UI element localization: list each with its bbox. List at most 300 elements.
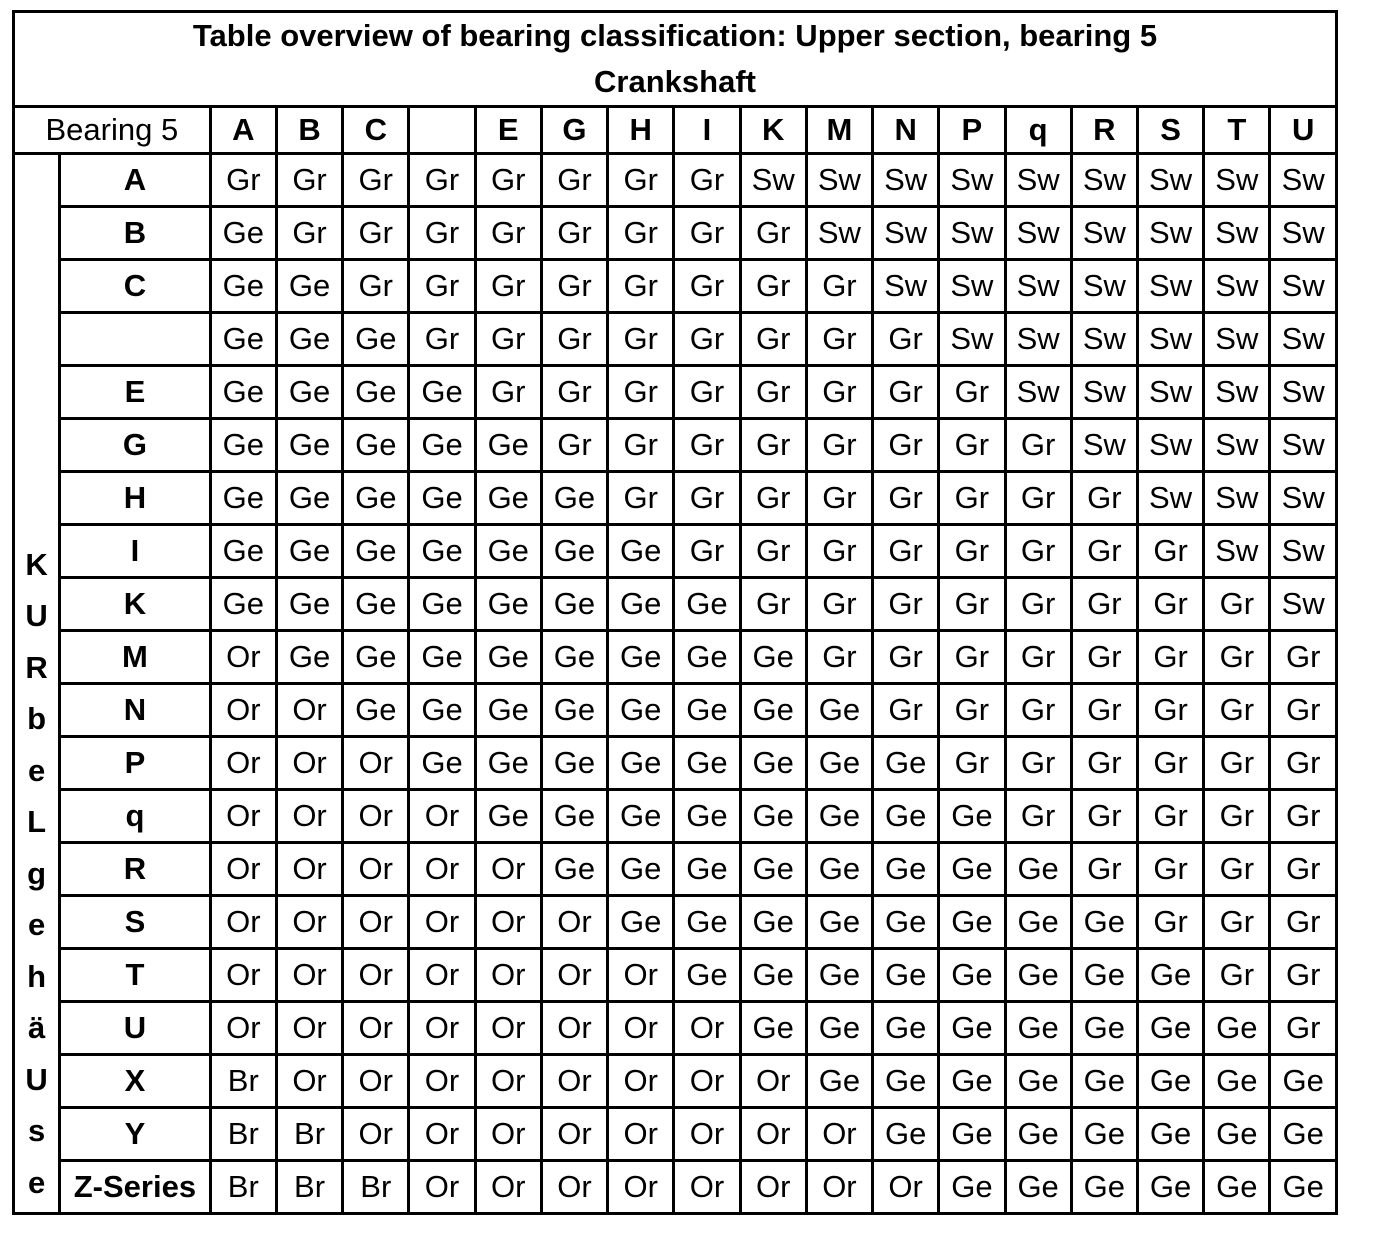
table-cell: Sw bbox=[1005, 260, 1071, 313]
table-cell: Gr bbox=[1005, 631, 1071, 684]
table-cell: Gr bbox=[1204, 737, 1270, 790]
table-cell: Sw bbox=[806, 154, 872, 207]
table-cell: Br bbox=[210, 1161, 276, 1214]
table-cell: Gr bbox=[1071, 631, 1137, 684]
table-cell: Ge bbox=[873, 949, 939, 1002]
table-cell: Sw bbox=[939, 313, 1005, 366]
table-cell: Ge bbox=[1005, 896, 1071, 949]
table-cell: Gr bbox=[1071, 684, 1137, 737]
table-row bbox=[14, 1002, 1337, 1055]
table-cell: Gr bbox=[806, 525, 872, 578]
table-cell: Or bbox=[210, 737, 276, 790]
table-cell: Gr bbox=[674, 207, 740, 260]
side-label-letter: e bbox=[27, 752, 46, 788]
table-cell: Ge bbox=[939, 843, 1005, 896]
table-cell: Ge bbox=[475, 631, 541, 684]
table-cell: Ge bbox=[873, 1055, 939, 1108]
table-cell: Gr bbox=[740, 525, 806, 578]
column-header: H bbox=[608, 107, 674, 154]
table-cell: Sw bbox=[1137, 207, 1203, 260]
table-cell: Gr bbox=[939, 684, 1005, 737]
table-cell: Gr bbox=[1204, 896, 1270, 949]
table-cell: Or bbox=[475, 1002, 541, 1055]
table-row bbox=[14, 684, 1337, 737]
bearing-classification-table bbox=[12, 10, 1338, 1215]
table-cell: Ge bbox=[1270, 1108, 1337, 1161]
table-cell: Gr bbox=[541, 419, 607, 472]
table-cell: Sw bbox=[873, 154, 939, 207]
side-label-letter: e bbox=[27, 907, 46, 942]
side-label-letter: e bbox=[27, 1164, 46, 1200]
table-cell: Ge bbox=[210, 472, 276, 525]
table-cell: Ge bbox=[740, 790, 806, 843]
table-cell: Or bbox=[674, 1108, 740, 1161]
column-header: S bbox=[1137, 107, 1203, 154]
table-cell: Ge bbox=[873, 843, 939, 896]
table-cell: Sw bbox=[1137, 472, 1203, 525]
column-header: I bbox=[674, 107, 740, 154]
table-cell: Ge bbox=[873, 737, 939, 790]
row-header: R bbox=[60, 843, 211, 896]
row-header: P bbox=[60, 737, 211, 790]
table-cell: Ge bbox=[806, 949, 872, 1002]
table-cell: Gr bbox=[608, 207, 674, 260]
table-cell: Ge bbox=[939, 896, 1005, 949]
table-cell: Ge bbox=[1071, 896, 1137, 949]
table-row bbox=[14, 313, 1337, 366]
column-header: M bbox=[806, 107, 872, 154]
table-cell: Ge bbox=[674, 790, 740, 843]
table-cell: Br bbox=[343, 1161, 409, 1214]
table-cell: Or bbox=[608, 1108, 674, 1161]
table-cell: Gr bbox=[873, 313, 939, 366]
table-cell: Ge bbox=[740, 949, 806, 1002]
table-cell: Ge bbox=[210, 578, 276, 631]
table-cell: Or bbox=[475, 1161, 541, 1214]
table-cell: Ge bbox=[674, 896, 740, 949]
table-cell: Gr bbox=[1137, 684, 1203, 737]
table-cell: Ge bbox=[806, 684, 872, 737]
table-cell: Or bbox=[608, 1161, 674, 1214]
table-cell: Ge bbox=[1005, 843, 1071, 896]
table-cell: Gr bbox=[475, 207, 541, 260]
table-cell: Or bbox=[409, 843, 475, 896]
table-cell: Gr bbox=[541, 154, 607, 207]
table-cell: Sw bbox=[1270, 419, 1337, 472]
table-cell: Gr bbox=[1005, 790, 1071, 843]
table-cell: Ge bbox=[1071, 1161, 1137, 1214]
table-row bbox=[14, 366, 1337, 419]
table-cell: Sw bbox=[1137, 154, 1203, 207]
side-label bbox=[14, 154, 60, 1214]
table-row bbox=[14, 1161, 1337, 1214]
table-cell: Gr bbox=[1270, 949, 1337, 1002]
table-cell: Ge bbox=[740, 843, 806, 896]
table-cell: Ge bbox=[1005, 1108, 1071, 1161]
table-cell: Ge bbox=[1204, 1161, 1270, 1214]
table-cell: Gr bbox=[1204, 578, 1270, 631]
table-cell: Sw bbox=[939, 207, 1005, 260]
table-cell: Ge bbox=[475, 737, 541, 790]
table-cell: Gr bbox=[1005, 684, 1071, 737]
table-cell: Sw bbox=[1005, 313, 1071, 366]
table-cell: Gr bbox=[674, 313, 740, 366]
table-cell: Gr bbox=[674, 419, 740, 472]
table-cell: Ge bbox=[1204, 1108, 1270, 1161]
table-cell: Gr bbox=[939, 631, 1005, 684]
side-label-letter: U bbox=[25, 1061, 48, 1097]
table-cell: Or bbox=[276, 896, 342, 949]
table-cell: Gr bbox=[806, 419, 872, 472]
table-cell: Gr bbox=[1270, 1002, 1337, 1055]
table-cell: Gr bbox=[674, 154, 740, 207]
table-cell: Ge bbox=[1204, 1055, 1270, 1108]
table-cell: Gr bbox=[939, 525, 1005, 578]
table-cell: Gr bbox=[1005, 737, 1071, 790]
table-cell: Ge bbox=[343, 525, 409, 578]
table-cell: Sw bbox=[873, 207, 939, 260]
table-cell: Gr bbox=[210, 154, 276, 207]
column-header-row bbox=[14, 107, 1337, 154]
table-cell: Gr bbox=[1270, 896, 1337, 949]
table-cell: Ge bbox=[873, 896, 939, 949]
table-cell: Ge bbox=[740, 1002, 806, 1055]
table-cell: Gr bbox=[1071, 578, 1137, 631]
table-cell: Ge bbox=[409, 366, 475, 419]
table-cell: Ge bbox=[1071, 949, 1137, 1002]
table-cell: Gr bbox=[1137, 737, 1203, 790]
table-cell: Gr bbox=[806, 313, 872, 366]
table-cell: Or bbox=[276, 737, 342, 790]
row-header: M bbox=[60, 631, 211, 684]
table-cell: Gr bbox=[1005, 525, 1071, 578]
table-cell: Or bbox=[409, 1161, 475, 1214]
table-cell: Gr bbox=[740, 366, 806, 419]
table-cell: Or bbox=[343, 737, 409, 790]
table-cell: Gr bbox=[608, 154, 674, 207]
table-cell: Sw bbox=[1005, 366, 1071, 419]
table-cell: Gr bbox=[1204, 790, 1270, 843]
table-cell: Gr bbox=[674, 472, 740, 525]
table-cell: Or bbox=[541, 1055, 607, 1108]
side-label-letter: ä bbox=[27, 1010, 46, 1045]
column-header: G bbox=[541, 107, 607, 154]
table-cell: Ge bbox=[475, 684, 541, 737]
table-cell: Ge bbox=[806, 737, 872, 790]
table-cell: Ge bbox=[1270, 1161, 1337, 1214]
table-cell: Sw bbox=[1005, 154, 1071, 207]
table-cell: Ge bbox=[1137, 1161, 1203, 1214]
column-header: R bbox=[1071, 107, 1137, 154]
table-cell: Gr bbox=[1137, 896, 1203, 949]
table-cell: Gr bbox=[409, 154, 475, 207]
table-cell: Ge bbox=[806, 1055, 872, 1108]
table-cell: Ge bbox=[409, 578, 475, 631]
table-cell: Gr bbox=[939, 578, 1005, 631]
table-cell: Or bbox=[210, 684, 276, 737]
table-cell: Gr bbox=[276, 154, 342, 207]
table-cell: Ge bbox=[343, 472, 409, 525]
table-cell: Or bbox=[409, 790, 475, 843]
table-cell: Gr bbox=[541, 366, 607, 419]
table-cell: Or bbox=[409, 1108, 475, 1161]
table-cell: Ge bbox=[1005, 949, 1071, 1002]
table-cell: Ge bbox=[541, 843, 607, 896]
row-header: A bbox=[60, 154, 211, 207]
table-row bbox=[14, 207, 1337, 260]
table-cell: Sw bbox=[1137, 419, 1203, 472]
table-cell: Ge bbox=[806, 1002, 872, 1055]
table-cell: Sw bbox=[1204, 154, 1270, 207]
column-header: K bbox=[740, 107, 806, 154]
table-cell: Ge bbox=[409, 737, 475, 790]
table-cell: Gr bbox=[939, 737, 1005, 790]
table-cell: Ge bbox=[608, 525, 674, 578]
table-cell: Ge bbox=[608, 843, 674, 896]
table-row bbox=[14, 260, 1337, 313]
column-header: A bbox=[210, 107, 276, 154]
table-cell: Gr bbox=[1204, 684, 1270, 737]
table-cell: Ge bbox=[740, 896, 806, 949]
table-cell: Or bbox=[343, 843, 409, 896]
table-cell: Ge bbox=[939, 1161, 1005, 1214]
table-cell: Or bbox=[608, 949, 674, 1002]
table-cell: Gr bbox=[1270, 631, 1337, 684]
row-header: G bbox=[60, 419, 211, 472]
table-cell: Sw bbox=[740, 154, 806, 207]
table-cell: Or bbox=[276, 1055, 342, 1108]
side-label-letter: b bbox=[27, 701, 47, 736]
row-header: Y bbox=[60, 1108, 211, 1161]
table-cell: Sw bbox=[1270, 472, 1337, 525]
row-header: N bbox=[60, 684, 211, 737]
table-cell: Ge bbox=[1204, 1002, 1270, 1055]
table-cell: Gr bbox=[608, 313, 674, 366]
table-cell: Gr bbox=[740, 578, 806, 631]
side-label-letter: s bbox=[27, 1113, 46, 1148]
table-cell: Ge bbox=[343, 366, 409, 419]
table-cell: Ge bbox=[475, 525, 541, 578]
table-cell: Or bbox=[740, 1055, 806, 1108]
table-cell: Gr bbox=[409, 313, 475, 366]
table-cell: Ge bbox=[541, 684, 607, 737]
table-cell: Gr bbox=[806, 366, 872, 419]
table-cell: Or bbox=[806, 1108, 872, 1161]
table-cell: Gr bbox=[1005, 472, 1071, 525]
table-cell: Ge bbox=[674, 578, 740, 631]
table-cell: Ge bbox=[674, 737, 740, 790]
table-cell: Ge bbox=[939, 1108, 1005, 1161]
table-cell: Gr bbox=[873, 366, 939, 419]
row-header: Z-Series bbox=[60, 1161, 211, 1214]
table-cell: Ge bbox=[475, 578, 541, 631]
table-cell: Ge bbox=[276, 260, 342, 313]
table-cell: Or bbox=[674, 1161, 740, 1214]
table-row bbox=[14, 154, 1337, 207]
table-cell: Gr bbox=[541, 313, 607, 366]
table-cell: Ge bbox=[343, 419, 409, 472]
table-cell: Ge bbox=[806, 790, 872, 843]
table-cell: Ge bbox=[541, 472, 607, 525]
table-cell: Gr bbox=[939, 366, 1005, 419]
table-cell: Sw bbox=[1071, 313, 1137, 366]
table-cell: Ge bbox=[409, 631, 475, 684]
table-cell: Or bbox=[343, 1002, 409, 1055]
table-cell: Or bbox=[740, 1161, 806, 1214]
table-cell: Ge bbox=[740, 684, 806, 737]
table-cell: Or bbox=[608, 1002, 674, 1055]
table-cell: Sw bbox=[1071, 366, 1137, 419]
table-cell: Ge bbox=[210, 313, 276, 366]
table-cell: Gr bbox=[873, 472, 939, 525]
table-cell: Gr bbox=[1137, 631, 1203, 684]
table-cell: Sw bbox=[806, 207, 872, 260]
table-cell: Gr bbox=[1137, 843, 1203, 896]
table-cell: Ge bbox=[409, 684, 475, 737]
table-cell: Ge bbox=[1137, 1055, 1203, 1108]
table-cell: Gr bbox=[740, 313, 806, 366]
table-row bbox=[14, 578, 1337, 631]
table-cell: Ge bbox=[1005, 1161, 1071, 1214]
table-cell: Ge bbox=[343, 578, 409, 631]
table-cell: Ge bbox=[475, 419, 541, 472]
table-cell: Ge bbox=[1005, 1055, 1071, 1108]
table-cell: Or bbox=[674, 1055, 740, 1108]
side-label-letter: g bbox=[27, 855, 47, 891]
table-cell: Ge bbox=[1071, 1055, 1137, 1108]
table-cell: Or bbox=[409, 1002, 475, 1055]
table-cell: Sw bbox=[873, 260, 939, 313]
table-cell: Ge bbox=[939, 790, 1005, 843]
table-cell: Or bbox=[674, 1002, 740, 1055]
table-cell: Ge bbox=[674, 843, 740, 896]
row-header: B bbox=[60, 207, 211, 260]
table-cell: Sw bbox=[1270, 260, 1337, 313]
column-header: B bbox=[276, 107, 342, 154]
table-cell: Sw bbox=[1204, 313, 1270, 366]
row-header: K bbox=[60, 578, 211, 631]
table-cell: Or bbox=[409, 896, 475, 949]
column-header bbox=[409, 107, 475, 154]
table-cell: Or bbox=[210, 843, 276, 896]
table-cell: Ge bbox=[276, 578, 342, 631]
table-cell: Gr bbox=[608, 472, 674, 525]
table-cell: Gr bbox=[475, 154, 541, 207]
table-cell: Sw bbox=[1204, 260, 1270, 313]
title-row bbox=[14, 12, 1337, 107]
table-cell: Or bbox=[541, 949, 607, 1002]
table-cell: Gr bbox=[939, 419, 1005, 472]
table-cell: Gr bbox=[475, 313, 541, 366]
table-cell: Gr bbox=[873, 684, 939, 737]
table-cell: Gr bbox=[1204, 949, 1270, 1002]
corner-label: Bearing 5 bbox=[14, 107, 211, 154]
table-cell: Gr bbox=[608, 419, 674, 472]
table-cell: Ge bbox=[409, 525, 475, 578]
table-cell: Ge bbox=[276, 366, 342, 419]
table-cell: Or bbox=[343, 949, 409, 1002]
column-header: E bbox=[475, 107, 541, 154]
table-cell: Gr bbox=[1137, 790, 1203, 843]
table-cell: Ge bbox=[1005, 1002, 1071, 1055]
table-cell: Or bbox=[276, 790, 342, 843]
table-cell: Gr bbox=[1005, 419, 1071, 472]
table-cell: Ge bbox=[475, 472, 541, 525]
table-cell: Sw bbox=[939, 260, 1005, 313]
table-cell: Gr bbox=[674, 366, 740, 419]
table-cell: Ge bbox=[939, 949, 1005, 1002]
table-cell: Ge bbox=[1071, 1002, 1137, 1055]
table-cell: Or bbox=[210, 790, 276, 843]
row-header: U bbox=[60, 1002, 211, 1055]
table-cell: Ge bbox=[806, 896, 872, 949]
table-cell: Gr bbox=[806, 578, 872, 631]
table-cell: Or bbox=[343, 1108, 409, 1161]
table-cell: Gr bbox=[1071, 737, 1137, 790]
table-row bbox=[14, 1108, 1337, 1161]
row-header: H bbox=[60, 472, 211, 525]
table-cell: Gr bbox=[806, 631, 872, 684]
table-cell: Or bbox=[475, 896, 541, 949]
table-cell: Gr bbox=[740, 207, 806, 260]
table-cell: Ge bbox=[541, 578, 607, 631]
table-cell: Ge bbox=[939, 1002, 1005, 1055]
table-cell: Gr bbox=[1137, 578, 1203, 631]
table-cell: Ge bbox=[210, 525, 276, 578]
table-cell: Ge bbox=[409, 472, 475, 525]
side-label-letter: R bbox=[25, 649, 48, 685]
table-cell: Or bbox=[210, 896, 276, 949]
column-header: P bbox=[939, 107, 1005, 154]
table-cell: Or bbox=[210, 631, 276, 684]
table-cell: Ge bbox=[541, 631, 607, 684]
table-cell: Gr bbox=[674, 260, 740, 313]
table-cell: Gr bbox=[674, 525, 740, 578]
side-label-letter: K bbox=[25, 546, 48, 582]
table-cell: Or bbox=[409, 949, 475, 1002]
table-cell: Gr bbox=[740, 419, 806, 472]
table-cell: Or bbox=[475, 1055, 541, 1108]
table-cell: Gr bbox=[475, 260, 541, 313]
title-line-2: Crankshaft bbox=[594, 64, 756, 99]
table-cell: Ge bbox=[740, 631, 806, 684]
table-cell: Gr bbox=[1071, 472, 1137, 525]
table-cell: Or bbox=[343, 896, 409, 949]
table-cell: Ge bbox=[343, 684, 409, 737]
table-cell: Sw bbox=[1270, 313, 1337, 366]
table-cell: Ge bbox=[608, 578, 674, 631]
table-cell: Sw bbox=[1071, 419, 1137, 472]
table-cell: Gr bbox=[1137, 525, 1203, 578]
table-cell: Ge bbox=[276, 525, 342, 578]
table-cell: Br bbox=[210, 1108, 276, 1161]
side-label-letter: h bbox=[27, 958, 47, 994]
table-cell: Or bbox=[475, 949, 541, 1002]
table-cell: Ge bbox=[409, 419, 475, 472]
table-cell: Or bbox=[343, 1055, 409, 1108]
table-cell: Ge bbox=[210, 366, 276, 419]
column-header: q bbox=[1005, 107, 1071, 154]
table-cell: Ge bbox=[1137, 1108, 1203, 1161]
table-cell: Sw bbox=[939, 154, 1005, 207]
table-cell: Gr bbox=[1270, 790, 1337, 843]
table-cell: Gr bbox=[1270, 843, 1337, 896]
table-cell: Ge bbox=[939, 1055, 1005, 1108]
table-cell: Gr bbox=[343, 260, 409, 313]
table-cell: Gr bbox=[1071, 525, 1137, 578]
table-row bbox=[14, 737, 1337, 790]
table-cell: Or bbox=[806, 1161, 872, 1214]
